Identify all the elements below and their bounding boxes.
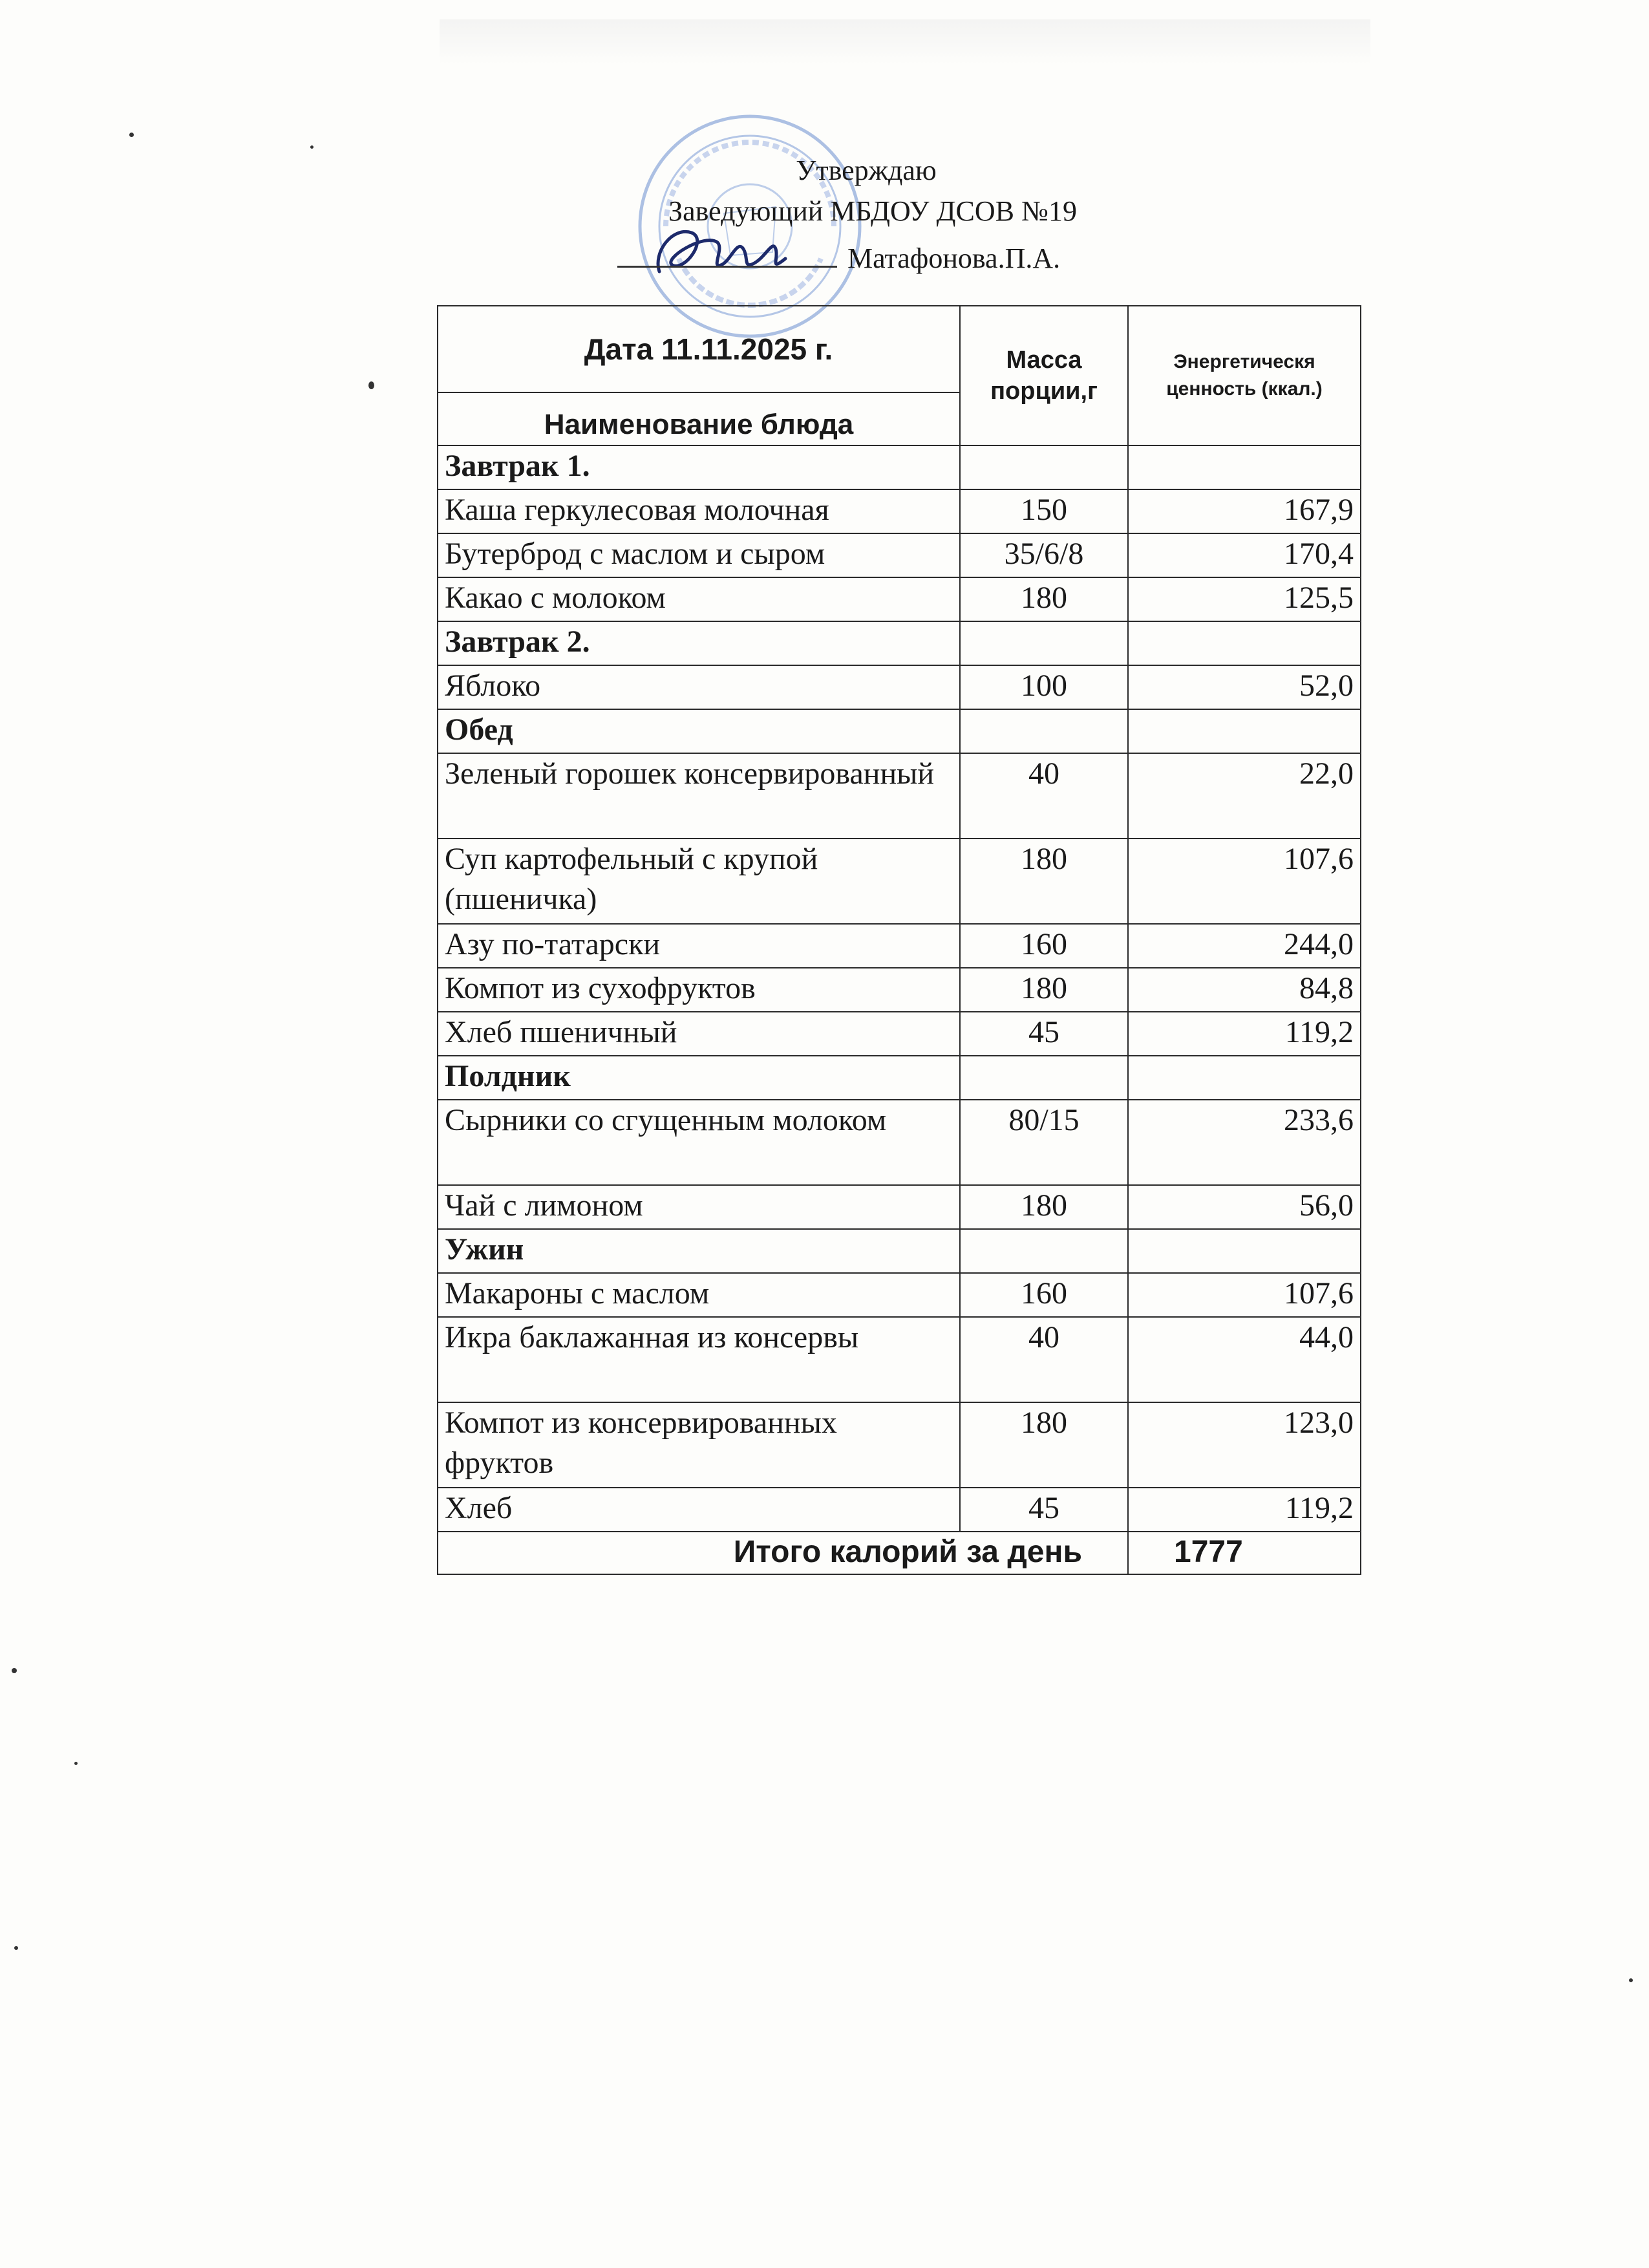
menu-body [438,445,1361,1532]
dish-mass: 100 [960,665,1128,709]
dish-kcal: 123,0 [1128,1402,1361,1488]
dish-mass: 45 [960,1012,1128,1056]
dish-mass: 40 [960,753,1128,839]
energy-header: Энергетическя ценность (ккал.) [1128,306,1361,445]
dish-row [438,753,1361,839]
empty-cell [1128,1229,1361,1273]
date-header: Дата 11.11.2025 г. [438,306,960,392]
dish-kcal: 84,8 [1128,968,1361,1012]
dish-mass: 180 [960,839,1128,924]
dish-name: Яблоко [438,665,960,709]
scan-speck [74,1762,78,1765]
dish-row [438,968,1361,1012]
signature-underline [617,242,837,268]
dish-mass: 35/6/8 [960,533,1128,577]
section-title: Завтрак 2. [438,621,960,665]
dish-kcal: 107,6 [1128,839,1361,924]
total-value: 1777 [1128,1532,1361,1574]
dish-mass: 180 [960,968,1128,1012]
dish-name: Каша геркулесовая молочная [438,489,960,533]
dish-name-header: Наименование блюда [438,392,960,445]
section-row [438,445,1361,489]
dish-row [438,533,1361,577]
dish-row [438,1273,1361,1317]
dish-row [438,1185,1361,1229]
dish-kcal: 107,6 [1128,1273,1361,1317]
section-title: Ужин [438,1229,960,1273]
dish-name: Компот из сухофруктов [438,968,960,1012]
approval-position: Заведующий МБДОУ ДСОВ №19 [668,195,1077,227]
dish-name: Икра баклажанная из консервы [438,1317,960,1402]
empty-cell [960,709,1128,753]
approval-title: Утверждаю [796,155,937,186]
dish-kcal: 119,2 [1128,1012,1361,1056]
dish-row [438,1402,1361,1488]
dish-kcal: 52,0 [1128,665,1361,709]
empty-cell [960,1229,1128,1273]
scan-speck [368,381,374,389]
dish-kcal: 125,5 [1128,577,1361,621]
dish-row [438,924,1361,968]
mass-header: Масса порции,г [960,306,1128,445]
dish-mass: 180 [960,1402,1128,1488]
dish-row [438,577,1361,621]
scan-speck [129,133,134,137]
empty-cell [960,1056,1128,1100]
dish-mass: 180 [960,577,1128,621]
dish-name: Какао с молоком [438,577,960,621]
dish-kcal: 244,0 [1128,924,1361,968]
dish-kcal: 119,2 [1128,1488,1361,1532]
section-row [438,1056,1361,1100]
dish-mass: 180 [960,1185,1128,1229]
dish-row [438,1100,1361,1185]
empty-cell [960,621,1128,665]
section-row [438,709,1361,753]
menu-table [437,305,1361,1575]
empty-cell [1128,1056,1361,1100]
section-row [438,1229,1361,1273]
dish-mass: 160 [960,1273,1128,1317]
dish-name: Суп картофельный с крупой (пшеничка) [438,839,960,924]
empty-cell [1128,709,1361,753]
section-title: Полдник [438,1056,960,1100]
dish-mass: 80/15 [960,1100,1128,1185]
dish-row [438,839,1361,924]
scan-edge-shadow [440,19,1370,65]
dish-name: Бутерброд с маслом и сыром [438,533,960,577]
approver-name: Матафонова.П.А. [847,242,1061,274]
dish-row [438,1317,1361,1402]
dish-name: Компот из консервированных фруктов [438,1402,960,1488]
dish-name: Хлеб [438,1488,960,1532]
total-row [438,1532,1361,1574]
dish-mass: 45 [960,1488,1128,1532]
empty-cell [960,445,1128,489]
scan-speck [12,1668,17,1673]
section-title: Завтрак 1. [438,445,960,489]
scan-speck [1629,1978,1633,1982]
dish-name: Хлеб пшеничный [438,1012,960,1056]
scan-speck [14,1946,18,1950]
dish-row [438,1012,1361,1056]
dish-name: Азу по-татарски [438,924,960,968]
total-label: Итого калорий за день [438,1532,1128,1574]
dish-row [438,1488,1361,1532]
dish-name: Макароны с маслом [438,1273,960,1317]
section-title: Обед [438,709,960,753]
dish-kcal: 233,6 [1128,1100,1361,1185]
scan-speck [310,145,314,149]
dish-mass: 160 [960,924,1128,968]
dish-kcal: 167,9 [1128,489,1361,533]
dish-kcal: 22,0 [1128,753,1361,839]
dish-kcal: 170,4 [1128,533,1361,577]
dish-row [438,665,1361,709]
dish-row [438,489,1361,533]
dish-kcal: 44,0 [1128,1317,1361,1402]
empty-cell [1128,621,1361,665]
section-row [438,621,1361,665]
dish-name: Зеленый горошек консервированный [438,753,960,839]
dish-name: Сырники со сгущенным молоком [438,1100,960,1185]
dish-mass: 150 [960,489,1128,533]
approval-signature-line [617,242,1134,273]
empty-cell [1128,445,1361,489]
dish-kcal: 56,0 [1128,1185,1361,1229]
dish-mass: 40 [960,1317,1128,1402]
dish-name: Чай с лимоном [438,1185,960,1229]
